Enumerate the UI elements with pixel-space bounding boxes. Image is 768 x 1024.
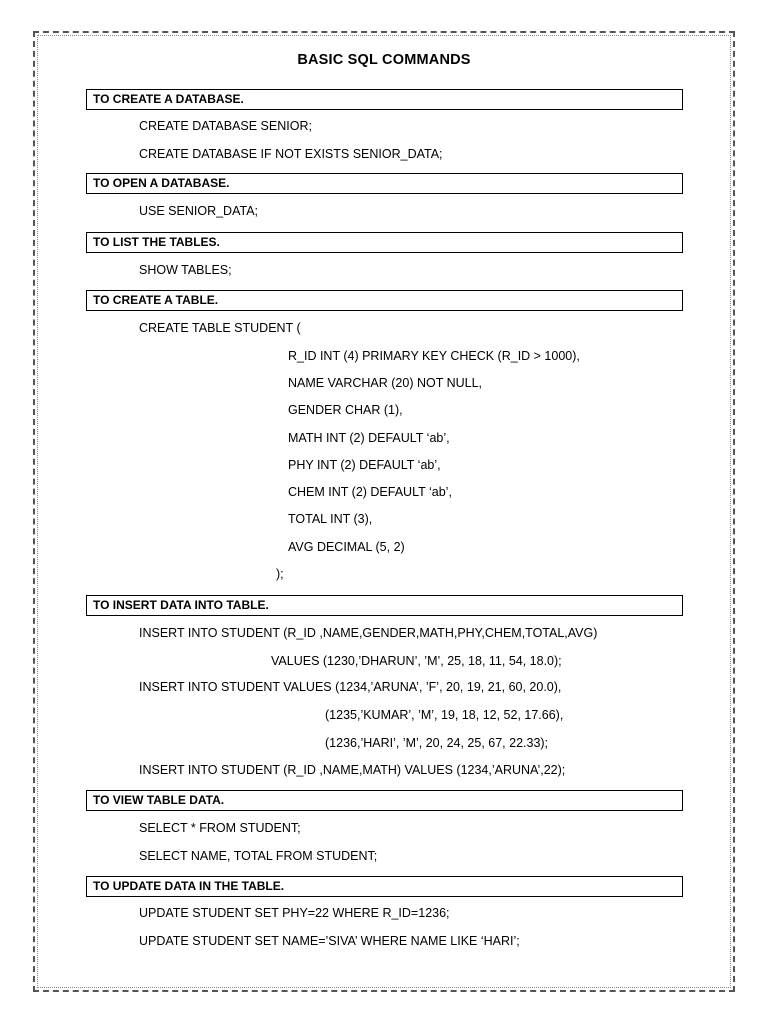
code-line: CREATE TABLE STUDENT ( — [139, 321, 301, 335]
code-line: AVG DECIMAL (5, 2) — [288, 540, 405, 554]
section-heading-open-database: TO OPEN A DATABASE. — [86, 173, 683, 194]
code-line: INSERT INTO STUDENT (R_ID ,NAME,GENDER,MATH,PHY,CHEM,TOTAL,AVG) — [139, 626, 598, 640]
code-line: (1235,’KUMAR’, ’M’, 19, 18, 12, 52, 17.66), — [325, 708, 564, 722]
code-line: SELECT * FROM STUDENT; — [139, 821, 301, 835]
code-line: (1236,’HARI’, ’M’, 20, 24, 25, 67, 22.33); — [325, 736, 549, 750]
section-heading-update-data: TO UPDATE DATA IN THE TABLE. — [86, 876, 683, 897]
code-line: INSERT INTO STUDENT (R_ID ,NAME,MATH) VALUES (1234,’ARUNA’,22); — [139, 763, 566, 777]
section-heading-create-database: TO CREATE A DATABASE. — [86, 89, 683, 110]
code-line: MATH INT (2) DEFAULT ‘ab’, — [288, 431, 450, 445]
code-line: UPDATE STUDENT SET NAME=’SIVA’ WHERE NAME LIKE ‘HARI’; — [139, 934, 520, 948]
code-line: USE SENIOR_DATA; — [139, 204, 259, 218]
code-line: R_ID INT (4) PRIMARY KEY CHECK (R_ID > 1000), — [288, 349, 580, 363]
code-line: CREATE DATABASE SENIOR; — [139, 119, 312, 133]
section-heading-list-tables: TO LIST THE TABLES. — [86, 232, 683, 253]
code-line: TOTAL INT (3), — [288, 512, 373, 526]
code-line: CREATE DATABASE IF NOT EXISTS SENIOR_DATA; — [139, 147, 443, 161]
code-line: PHY INT (2) DEFAULT ‘ab’, — [288, 458, 441, 472]
code-line: CHEM INT (2) DEFAULT ‘ab’, — [288, 485, 452, 499]
code-line: ); — [276, 567, 284, 581]
code-line: INSERT INTO STUDENT VALUES (1234,’ARUNA’, ’F’, 20, 19, 21, 60, 20.0), — [139, 680, 562, 694]
section-heading-create-table: TO CREATE A TABLE. — [86, 290, 683, 311]
code-line: SELECT NAME, TOTAL FROM STUDENT; — [139, 849, 378, 863]
section-heading-view-data: TO VIEW TABLE DATA. — [86, 790, 683, 811]
code-line: GENDER CHAR (1), — [288, 403, 403, 417]
code-line: VALUES (1230,’DHARUN’, ’M’, 25, 18, 11, 54, 18.0); — [271, 654, 562, 668]
page-title: BASIC SQL COMMANDS — [297, 52, 471, 68]
code-line: SHOW TABLES; — [139, 263, 232, 277]
section-heading-insert-data: TO INSERT DATA INTO TABLE. — [86, 595, 683, 616]
code-line: NAME VARCHAR (20) NOT NULL, — [288, 376, 483, 390]
code-line: UPDATE STUDENT SET PHY=22 WHERE R_ID=1236; — [139, 906, 450, 920]
